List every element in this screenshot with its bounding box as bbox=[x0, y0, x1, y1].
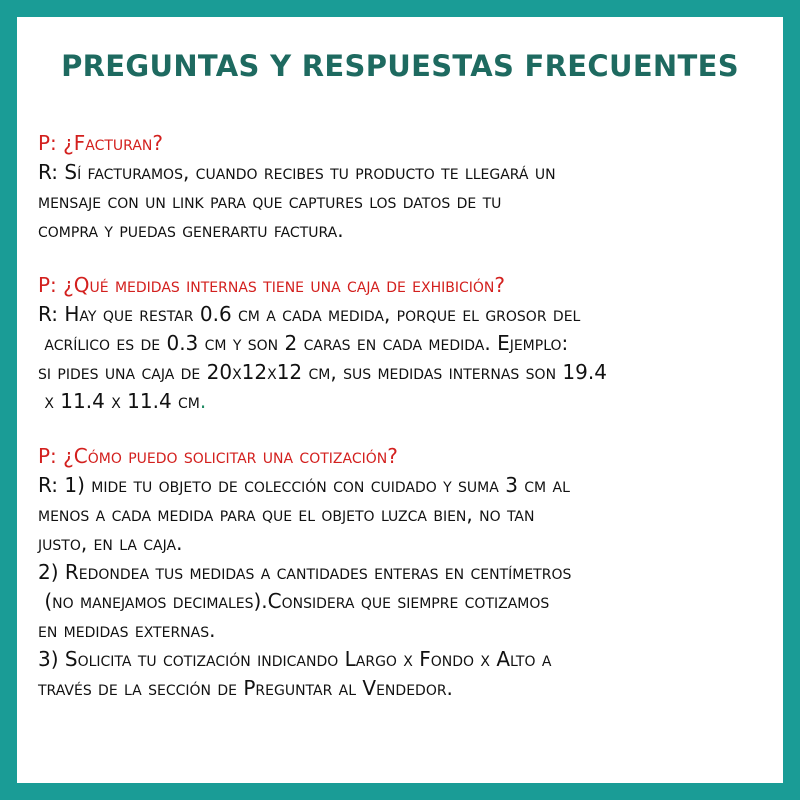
faq-answer-line: mensaje con un link para que captures los datos de tu bbox=[38, 189, 502, 213]
faq-answer-line: R: Hay que restar 0.6 cm a cada medida, porque el grosor del bbox=[38, 302, 581, 326]
faq-answer-line: compra y puedas generartu factura. bbox=[38, 218, 344, 242]
faq-answer-line: R: 1) mide tu objeto de colección con cuidado y suma 3 cm al bbox=[38, 473, 570, 497]
faq-answer-line: (no manejamos decimales).Considera que siempre cotizamos bbox=[38, 589, 550, 613]
faq-item-facturan bbox=[38, 129, 778, 245]
faq-answer-line: través de la sección de Preguntar al Vendedor. bbox=[38, 676, 453, 700]
faq-answer-text: x 11.4 x 11.4 cm bbox=[38, 389, 200, 413]
faq-answer-line: si pides una caja de 20x12x12 cm, sus medidas internas son 19.4 bbox=[38, 360, 607, 384]
page-title: PREGUNTAS Y RESPUESTAS FRECUENTES bbox=[61, 49, 739, 83]
faq-item-cotizacion bbox=[38, 442, 778, 703]
faq-answer-line: R: Sí facturamos, cuando recibes tu producto te llegará un bbox=[38, 160, 556, 184]
faq-answer-line: menos a cada medida para que el objeto luzca bien, no tan bbox=[38, 502, 535, 526]
faq-answer-line: acrílico es de 0.3 cm y son 2 caras en cada medida. Ejemplo: bbox=[38, 331, 569, 355]
faq-answer-line: 2) Redondea tus medidas a cantidades enteras en centímetros bbox=[38, 560, 572, 584]
faq-answer-line-last bbox=[38, 387, 778, 416]
faq-answer-line: justo, en la caja. bbox=[38, 531, 183, 555]
faq-question: P: ¿Facturan? bbox=[38, 131, 164, 155]
faq-answer-line: 3) Solicita tu cotización indicando Largo x Fondo x Alto a bbox=[38, 647, 552, 671]
faq-answer-period: . bbox=[199, 389, 207, 413]
faq-question: P: ¿Qué medidas internas tiene una caja de exhibición? bbox=[38, 273, 506, 297]
faq-answer-line: en medidas externas. bbox=[38, 618, 216, 642]
faq-item-medidas bbox=[38, 271, 778, 416]
faq-question: P: ¿Cómo puedo solicitar una cotización? bbox=[38, 444, 398, 468]
faq-card bbox=[17, 17, 783, 783]
